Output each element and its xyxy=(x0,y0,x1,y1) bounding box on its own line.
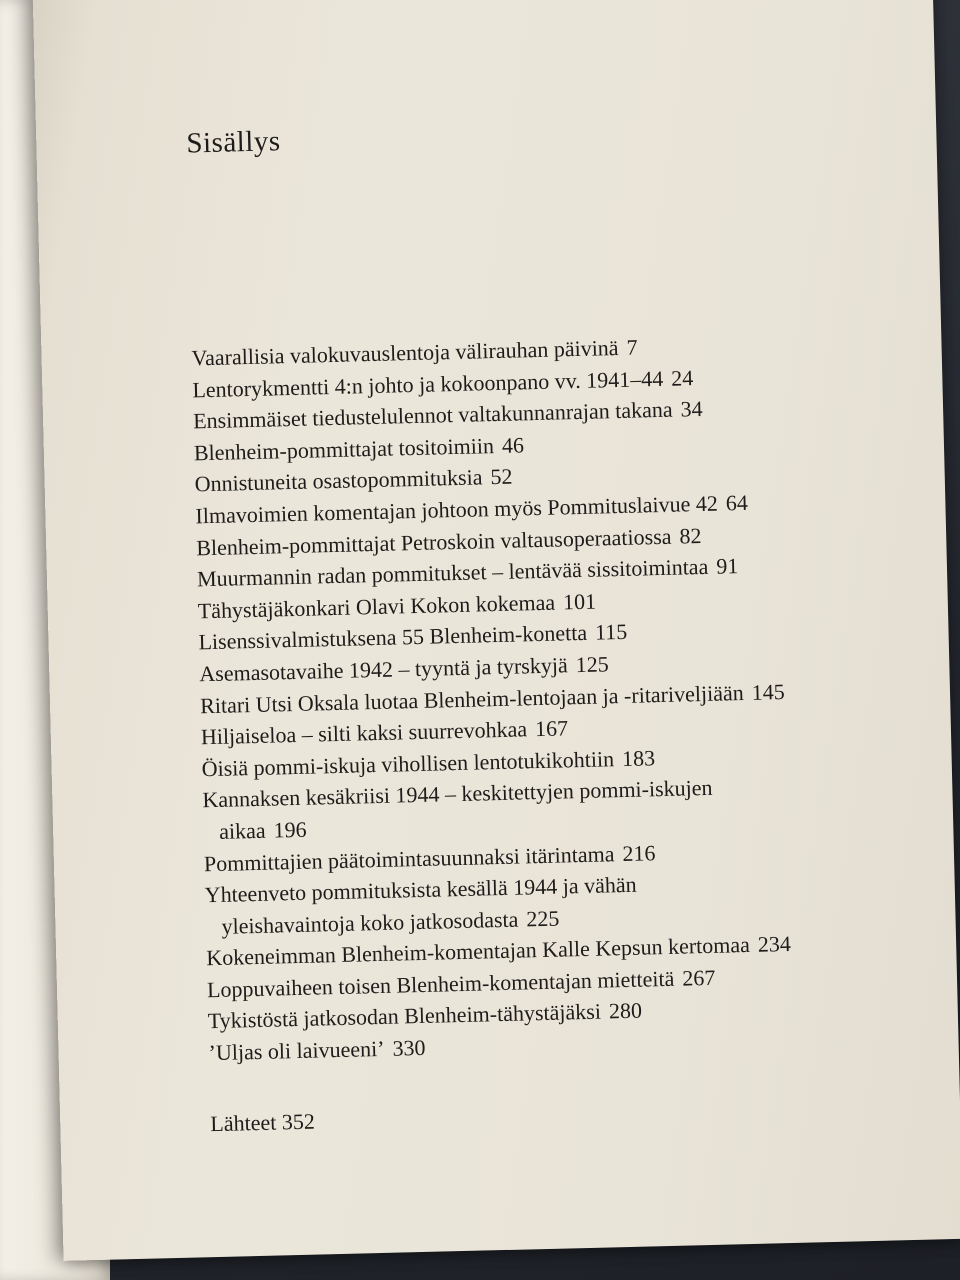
toc-entry-page: 196 xyxy=(273,816,307,843)
toc-entry-page: 34 xyxy=(680,396,703,422)
toc-entry-title: Lentorykmentti 4:n johto ja kokoonpano vv. 1941–44 xyxy=(192,365,664,402)
toc-entry-page: 225 xyxy=(526,905,560,932)
toc-entry-title: Muurmannin radan pommitukset – lentävää sissitoimintaa xyxy=(196,554,709,592)
toc-entry-page: 115 xyxy=(594,619,628,645)
toc-entry-page: 352 xyxy=(281,1108,316,1135)
toc-entry-title: Hiljaiseloa – silti kaksi suurrevohkaa xyxy=(200,716,528,750)
toc-entry-title: Ilmavoimien komentajan johtoon myös Pommituslaivue 42 xyxy=(195,490,719,529)
toc-entry-page: 46 xyxy=(501,432,525,458)
toc-entry-page: 167 xyxy=(534,715,569,742)
toc-entry-page: 7 xyxy=(626,334,638,360)
toc-entry-page: 24 xyxy=(670,364,694,391)
toc-entry-title: Vaarallisia valokuvauslentoja välirauhan päivinä xyxy=(191,334,619,371)
toc-entry-page: 82 xyxy=(679,522,702,549)
toc-entry-page: 145 xyxy=(751,678,785,705)
toc-entry-page: 234 xyxy=(757,931,792,958)
toc-entry-title: Yhteenveto pommituksista kesällä 1944 ja vähän xyxy=(204,871,637,908)
toc-entry-title: Asemasotavaihe 1942 – tyyntä ja tyrskyjä xyxy=(199,652,568,687)
toc-list xyxy=(191,324,949,1069)
toc-entry-title: Loppuvaiheen toisen Blenheim-komentajan mietteitä xyxy=(206,965,675,1003)
toc-entry-title: Ritari Utsi Oksala luotaa Blenheim-lentojaan ja -ritariveljiään xyxy=(199,679,744,718)
toc-heading: Sisällys xyxy=(185,125,281,160)
toc-entry-page: 101 xyxy=(562,588,597,615)
toc-entry-title-continuation-text: aikaa xyxy=(218,817,266,844)
toc-entry-page: 125 xyxy=(575,651,609,678)
toc-entry-title: Pommittajien päätoimintasuunnaksi itärintama xyxy=(203,840,615,876)
toc-entry-page: 216 xyxy=(622,839,656,866)
toc-entry-page: 280 xyxy=(608,998,643,1024)
toc-sources-entry xyxy=(210,1093,950,1137)
toc-entry-title: Kokeneimman Blenheim-komentajan Kalle Kepsun kertomaa xyxy=(205,932,751,971)
toc-entry-page: 267 xyxy=(681,964,716,991)
toc-entry-title: Lähteet xyxy=(210,1109,277,1136)
toc-entry-title: Blenheim-pommittajat Petroskoin valtausoperaatiossa xyxy=(195,523,672,560)
book-page xyxy=(33,0,960,1261)
toc-entry-title: Blenheim-pommittajat tositoimiin xyxy=(193,432,495,466)
toc-entry-title: ’Uljas oli laivueeni’ xyxy=(208,1035,385,1066)
toc-entry-page: 183 xyxy=(621,744,656,771)
toc-entry-page: 52 xyxy=(490,463,513,490)
toc-entry-title: Ensimmäiset tiedustelulennot valtakunnanrajan takana xyxy=(192,396,673,434)
toc-entry-title: Kannaksen kesäkriisi 1944 – keskitettyjen pommi-iskujen xyxy=(202,775,713,813)
toc-entry-page: 64 xyxy=(725,489,749,516)
toc-entry-title: Tykistöstä jatkosodan Blenheim-tähystäjäksi xyxy=(207,999,602,1034)
toc-entry-title: Öisiä pommi-iskuja vihollisen lentotukikohtiin xyxy=(201,745,615,782)
page-content xyxy=(186,109,950,1136)
toc-entry-title-continuation-text: yleishavaintoja koko jatkosodasta xyxy=(221,906,519,939)
toc-entry-title: Lisenssivalmistuksena 55 Blenheim-konetta xyxy=(198,620,588,655)
toc-entry-title: Tähystäjäkonkari Olavi Kokon kokemaa xyxy=(197,589,556,624)
toc-entry-title: Onnistuneita osastopommituksia xyxy=(194,464,483,497)
toc-entry-page: 330 xyxy=(392,1034,426,1061)
toc-entry-page: 91 xyxy=(715,553,739,579)
